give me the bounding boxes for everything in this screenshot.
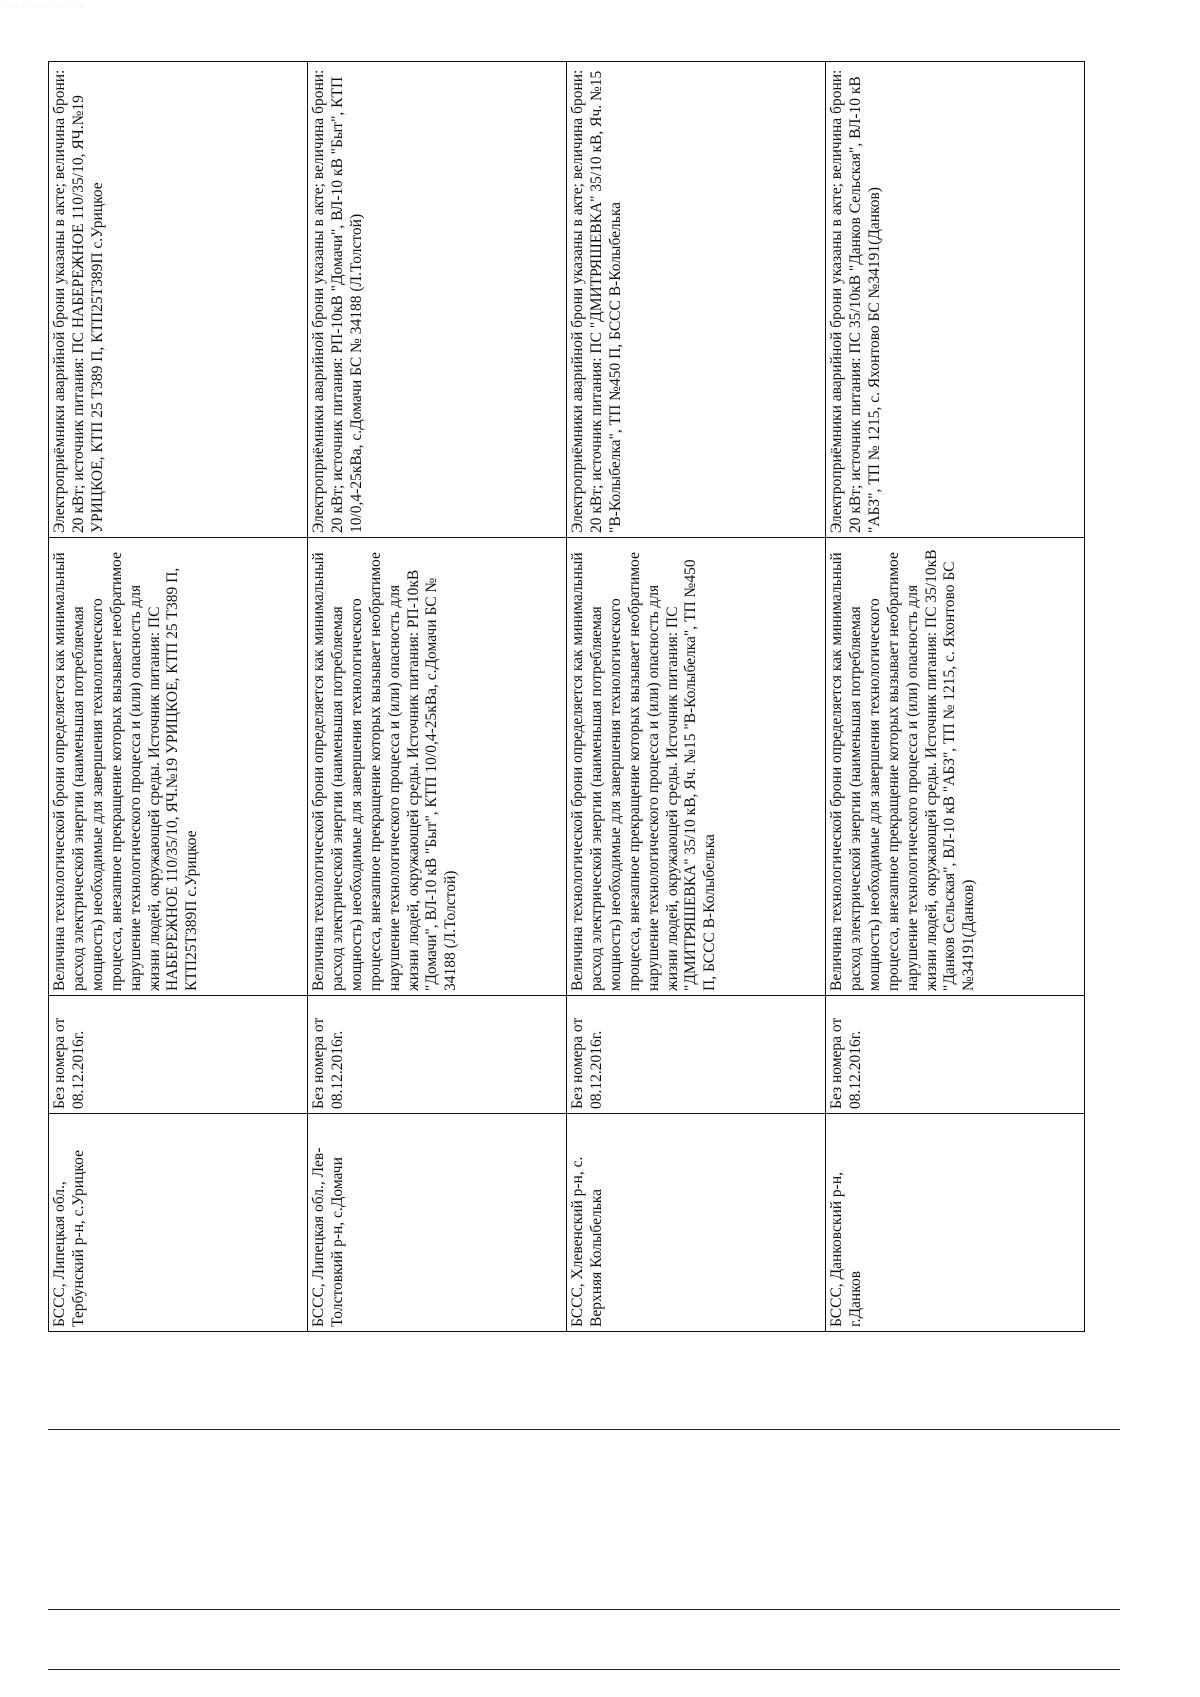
table-row: [567, 62, 826, 1332]
emergency-reserve-cell: Электроприёмники аварийной брони указаны в акте; величина брони: 20 кВт; источник питания: ПС "ДМИТРЯШЕВКА" 35/10 кВ, Яч. №15 "В-Колыбелка", ТП №450 П, БССС В-Колыбелька: [567, 62, 826, 538]
location-cell: БССС, Данковский р-н, г.Данков: [826, 1114, 1085, 1332]
horizontal-rule: [48, 1609, 1120, 1610]
horizontal-rule: [48, 1669, 1120, 1670]
tech-reserve-cell: Величина технологической брони определяется как минимальный расход электрической энергии (наименьшая потребляемая мощность) необходимые для завершения технологического процесса, внезапное прекращение которых вызывает необратимое нарушение технологического процесса и (или) опасность для жизни людей, окружающей среды. Источник питания: ПС 35/10кВ "Данков Сельская", ВЛ-10 кВ "АБЗ", ТП № 1215, с. Яхонтово БС №34191(Данков): [826, 538, 1085, 996]
scan-artifact: · · · · · · · · · · · · · ·: [4, 4, 83, 11]
act-cell: Без номера от 08.12.2016г.: [308, 996, 567, 1114]
location-cell: БССС, Липецкая обл., Лев-Толстовкий р-н, с.Домачи: [308, 1114, 567, 1332]
rotated-table-wrapper: [48, 62, 1088, 1332]
tech-reserve-cell: Величина технологической брони определяется как минимальный расход электрической энергии (наименьшая потребляемая мощность) необходимые для завершения технологического процесса, внезапное прекращение которых вызывает необратимое нарушение технологического процесса и (или) опасность для жизни людей, окружающей среды. Источник питания: РП-10кВ "Домачи", ВЛ-10 кВ "Быт", КТП 10/0,4-25кВа, с.Домачи БС № 34188 (Л.Толстой): [308, 538, 567, 996]
table-row: [49, 62, 308, 1332]
emergency-reserve-cell: Электроприёмники аварийной брони указаны в акте; величина брони: 20 кВт; источник питания: РП-10кВ "Домачи", ВЛ-10 кВ "Быт", КТП 10/0,4-25кВа, с.Домачи БС № 34188 (Л.Толстой): [308, 62, 567, 538]
table-row: [826, 62, 1085, 1332]
act-cell: Без номера от 08.12.2016г.: [826, 996, 1085, 1114]
location-cell: БССС, Хлевенский р-н, с. Верхняя Колыбелька: [567, 1114, 826, 1332]
act-cell: Без номера от 08.12.2016г.: [567, 996, 826, 1114]
emergency-reserve-cell: Электроприёмники аварийной брони указаны в акте; величина брони: 20 кВт; источник питания: ПС 35/10кВ "Данков Сельская", ВЛ-10 кВ "АБЗ", ТП № 1215, с. Яхонтово БС №34191(Данков): [826, 62, 1085, 538]
table-row: [308, 62, 567, 1332]
emergency-reserve-cell: Электроприёмники аварийной брони указаны в акте; величина брони: 20 кВт; источник питания: ПС НАБЕРЕЖНОЕ 110/35/10, ЯЧ.№19 УРИЦКОЕ, КТП 25 Т389 П, КТП25Т389П с.Урицкое: [49, 62, 308, 538]
reserve-acts-table: [48, 61, 1085, 1332]
tech-reserve-cell: Величина технологической брони определяется как минимальный расход электрической энергии (наименьшая потребляемая мощность) необходимые для завершения технологического процесса, внезапное прекращение которых вызывает необратимое нарушение технологического процесса и (или) опасность для жизни людей, окружающей среды. Источник питания: ПС НАБЕРЕЖНОЕ 110/35/10, ЯЧ.№19 УРИЦКОЕ, КТП 25 Т389 П, КТП25Т389П с.Урицкое: [49, 538, 308, 996]
horizontal-rule: [48, 1429, 1120, 1430]
act-cell: Без номера от 08.12.2016г.: [49, 996, 308, 1114]
tech-reserve-cell: Величина технологической брони определяется как минимальный расход электрической энергии (наименьшая потребляемая мощность) необходимые для завершения технологического процесса, внезапное прекращение которых вызывает необратимое нарушение технологического процесса и (или) опасность для жизни людей, окружающей среды. Источник питания: ПС "ДМИТРЯШЕВКА" 35/10 кВ, Яч. №15 "В-Колыбелка", ТП №450 П, БССС В-Колыбелька: [567, 538, 826, 996]
location-cell: БССС, Липецкая обл., Тербунский р-н, с.Урицкое: [49, 1114, 308, 1332]
